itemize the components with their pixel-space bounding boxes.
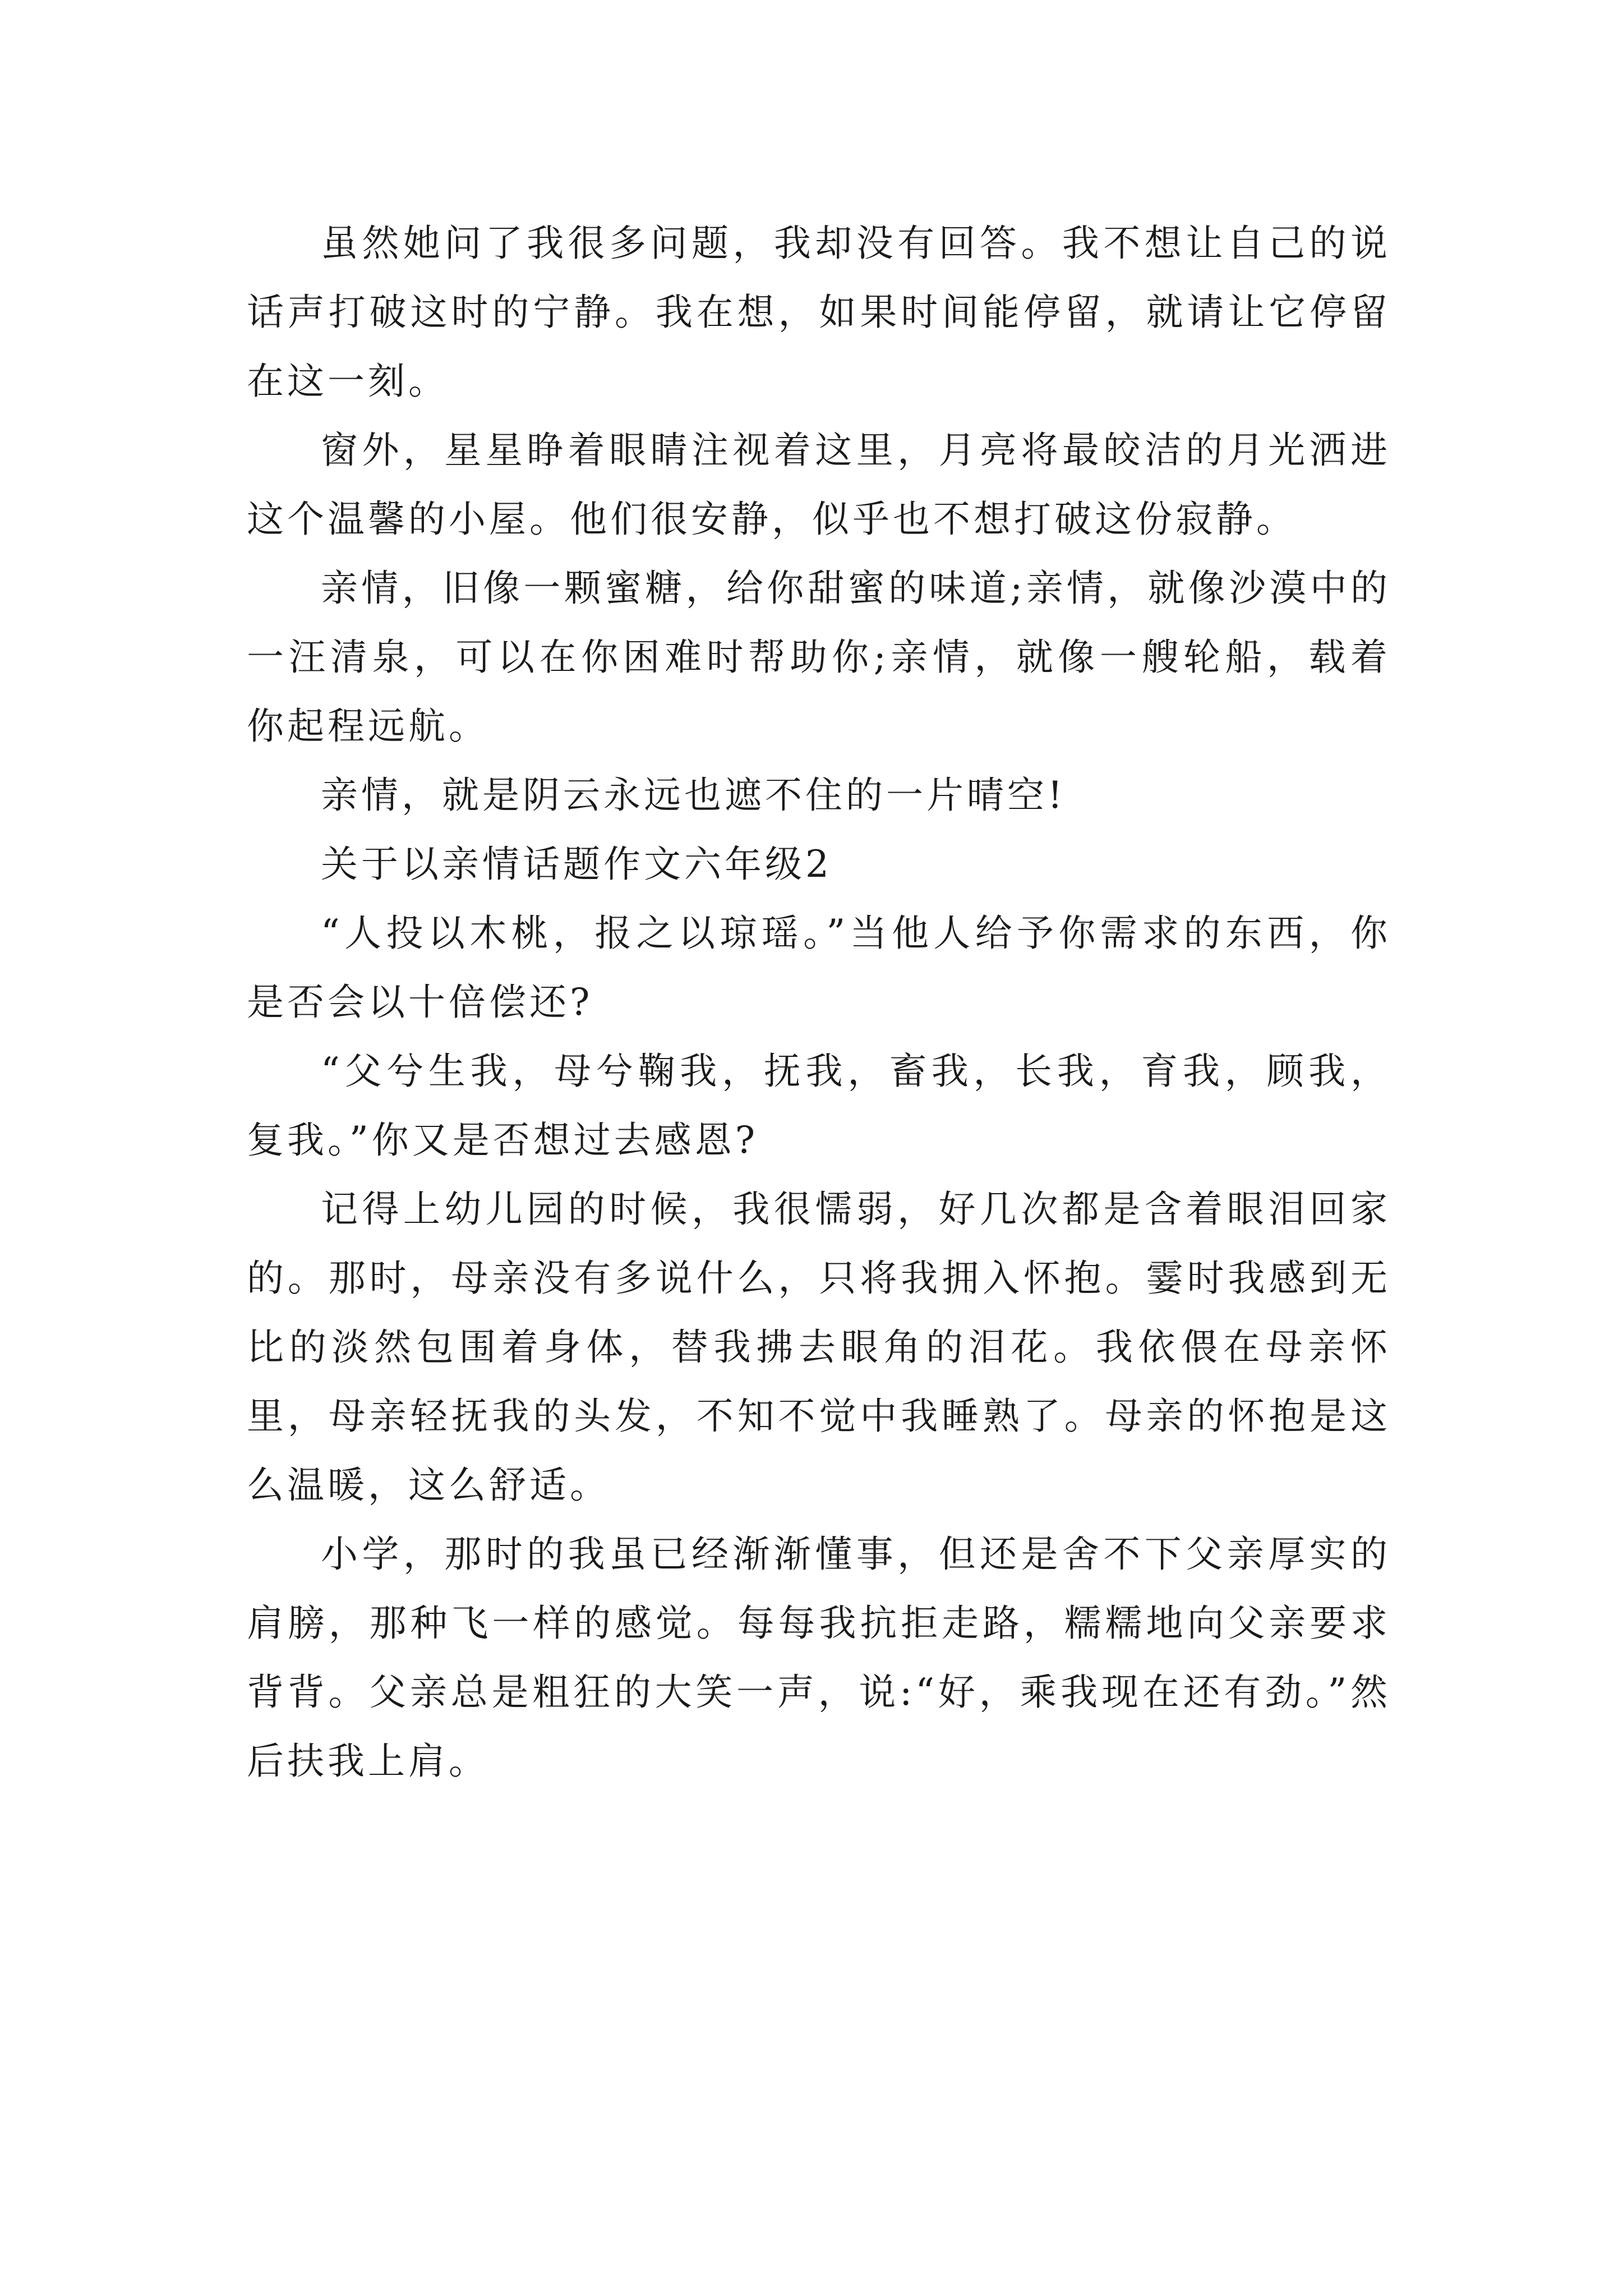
paragraph-7: 记得上幼儿园的时候，我很懦弱，好几次都是含着眼泪回家的。那时，母亲没有多说什么，只将我拥入怀抱。霎时我感到无比的淡然包围着身体，替我拂去眼角的泪花。我依偎在母亲怀里，母亲轻抚我的头发，不知不觉中我睡熟了。母亲的怀抱是这么温暖，这么舒适。 — [247, 1188, 1391, 1507]
paragraph-4: 亲情，就是阴云永远也遮不住的一片晴空! — [321, 774, 1066, 817]
paragraph-3: 亲情，旧像一颗蜜糖，给你甜蜜的味道;亲情，就像沙漠中的一汪清泉，可以在你困难时帮助你;亲情，就像一艘轮船，载着你起程远航。 — [247, 567, 1391, 748]
paragraph-2: 窗外，星星睁着眼睛注视着这里，月亮将最皎洁的月光洒进这个温馨的小屋。他们很安静，似乎也不想打破这份寂静。 — [247, 429, 1391, 541]
paragraph-5: “人投以木桃，报之以琼瑶。”当他人给予你需求的东西，你是否会以十倍偿还? — [247, 912, 1391, 1024]
paragraph-6: “父兮生我，母兮鞠我，抚我，畜我，长我，育我，顾我，复我。”你又是否想过去感恩? — [247, 1050, 1391, 1162]
paragraph-8: 小学，那时的我虽已经渐渐懂事，但还是舍不下父亲厚实的肩膀，那种飞一样的感觉。每每我抗拒走路，糯糯地向父亲要求背背。父亲总是粗狂的大笑一声，说:“好，乘我现在还有劲。”然后扶我上肩。 — [247, 1533, 1391, 1783]
section-heading: 关于以亲情话题作文六年级2 — [321, 843, 832, 886]
paragraph-1: 虽然她问了我很多问题，我却没有回答。我不想让自己的说话声打破这时的宁静。我在想，如果时间能停留，就请让它停留在这一刻。 — [247, 222, 1391, 403]
document-body — [247, 209, 1391, 1796]
